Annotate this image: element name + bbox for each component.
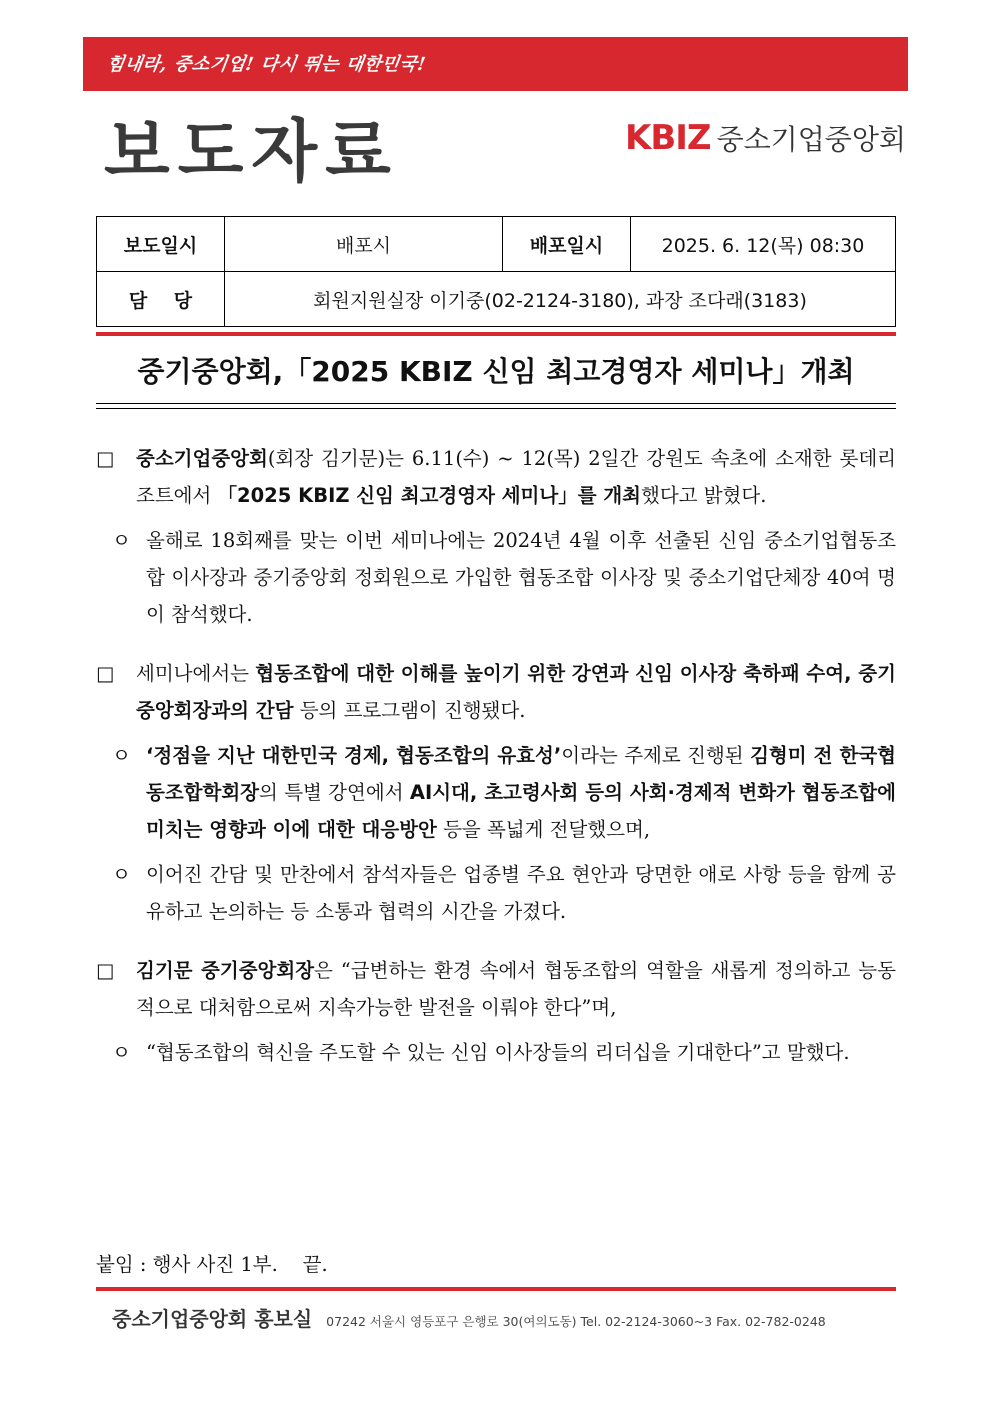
text-bold: 협동조합에 대한 이해를 높이기 위한 강연과 신임 이사장 축하패 수여, 중기중앙회장과의 간담	[136, 662, 896, 722]
text: 등의 프로그램이 진행됐다.	[293, 699, 526, 722]
text: 등을 폭넓게 전달했으며,	[436, 818, 651, 841]
paragraph-3	[96, 952, 896, 1026]
text: 은 “급변하는 환경 속에서 협동조합의 역할을 새롭게 정의하고 능동적으로 대처함으로써 지속가능한 발전을 이뤄야 한다”며,	[136, 959, 896, 1019]
text: (회장 김기문)는 6.11(수) ~ 12(목) 2일간 강원도 속초에 소재한 롯데리조트에서	[136, 447, 896, 507]
text: 했다고 밝혔다.	[641, 484, 767, 507]
kbiz-logo	[625, 118, 906, 158]
circle-bullet-icon: ㅇ	[112, 1041, 131, 1064]
text-bold: AI시대, 초고령사회 등의 사회·경제적 변화가 협동조합에 미치는 영향과 이에 대한 대응방안	[146, 781, 896, 841]
text: 올해로 18회째를 맞는 이번 세미나에는 2024년 4월 이후 선출된 신임 중소기업협동조합 이사장과 중기중앙회 정회원으로 가입한 협동조합 이사장 및 중소기업단체장 40여 명이 참석했다.	[146, 529, 896, 626]
banner-slogan: 힘내라, 중소기업! 다시 뛰는 대한민국!	[105, 54, 428, 75]
text: 이라는 주제로 진행된	[561, 744, 751, 767]
logo-org-name: 중소기업중앙회	[716, 123, 906, 156]
document-type-title: 보도자료	[104, 113, 399, 192]
text-bold: ‘정점을 지난 대한민국 경제, 협동조합의 유효성’	[146, 744, 562, 767]
text: 의 특별 강연에서	[259, 781, 410, 804]
text-bold: 김형미 전 한국협동조합학회장	[146, 744, 896, 804]
footer-address: 07242 서울시 영등포구 은행로 30(여의도동) Tel. 02-2124-3060~3 Fax. 02-782-0248	[326, 1314, 826, 1329]
paragraph-3-sub-1	[96, 1034, 896, 1071]
release-date-label: 배포일시	[503, 217, 631, 272]
paragraph-1	[96, 440, 896, 514]
contact-label: 담 당	[97, 272, 225, 327]
logo-mark: KBIZ	[625, 118, 711, 158]
release-date-value: 2025. 6. 12(목) 08:30	[631, 217, 896, 272]
divider-red	[96, 332, 896, 336]
press-headline: 중기중앙회,「2025 KBIZ 신임 최고경영자 세미나」개최	[137, 355, 855, 388]
paragraph-2	[96, 655, 896, 729]
square-bullet-icon: □	[96, 447, 115, 470]
text: “협동조합의 혁신을 주도할 수 있는 신임 이사장들의 리더십을 기대한다”고 말했다.	[146, 1041, 850, 1064]
contact-value: 회원지원실장 이기중(02-2124-3180), 과장 조다래(3183)	[225, 272, 896, 327]
paragraph-2-sub-1	[96, 737, 896, 848]
text: 세미나에서는	[136, 662, 256, 685]
square-bullet-icon: □	[96, 959, 115, 982]
text-bold: 중소기업중앙회	[136, 447, 268, 470]
circle-bullet-icon: ㅇ	[112, 529, 131, 552]
attachment-note: 붙임 : 행사 사진 1부. 끝.	[96, 1253, 328, 1276]
report-date-label: 보도일시	[97, 217, 225, 272]
release-info-table	[96, 216, 896, 327]
text-bold: 김기문 중기중앙회장	[136, 959, 315, 982]
table-row	[97, 217, 896, 272]
table-row	[97, 272, 896, 327]
divider-double-bottom	[96, 408, 896, 409]
circle-bullet-icon: ㅇ	[112, 863, 131, 886]
footer-divider-red	[96, 1287, 896, 1291]
square-bullet-icon: □	[96, 662, 115, 685]
text-bold: 「2025 KBIZ 신임 최고경영자 세미나」를 개최	[217, 484, 642, 507]
divider-double-top	[96, 403, 896, 404]
report-date-value: 배포시	[225, 217, 503, 272]
paragraph-1-sub-1	[96, 522, 896, 633]
slogan-banner	[83, 37, 908, 91]
paragraph-2-sub-2	[96, 856, 896, 930]
footer-org: 중소기업중앙회 홍보실	[112, 1307, 313, 1331]
press-body	[96, 440, 896, 1071]
circle-bullet-icon: ㅇ	[112, 744, 131, 767]
text: 이어진 간담 및 만찬에서 참석자들은 업종별 주요 현안과 당면한 애로 사항 등을 함께 공유하고 논의하는 등 소통과 협력의 시간을 가졌다.	[146, 863, 896, 923]
footer	[96, 1303, 896, 1332]
